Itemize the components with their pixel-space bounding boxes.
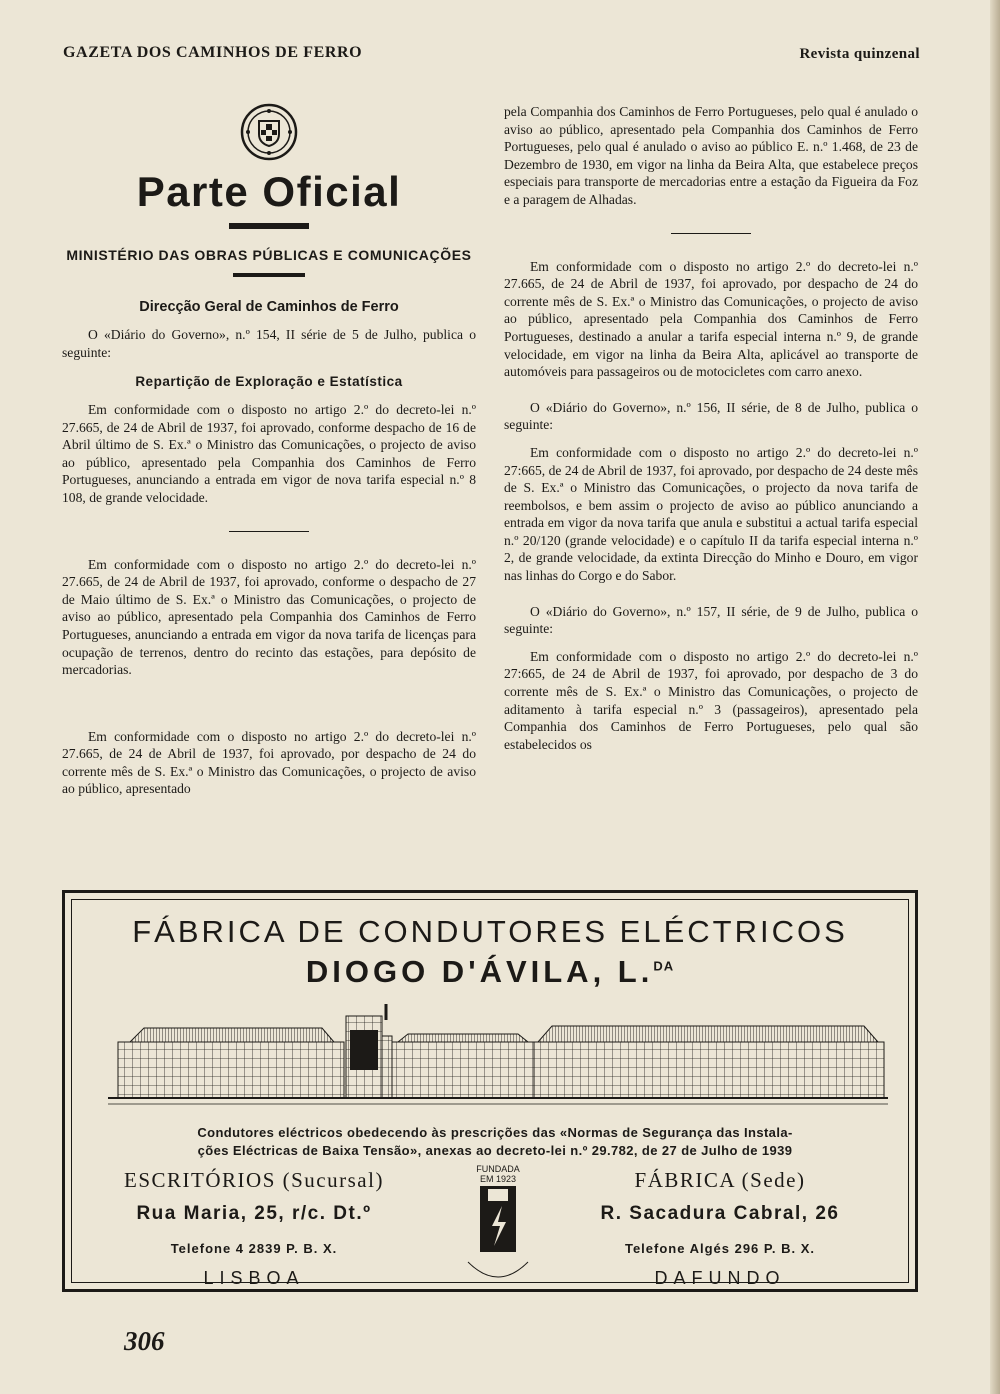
factory-city: DAFUNDO (654, 1268, 786, 1288)
coat-of-arms-icon (240, 103, 298, 161)
factory-label: FÁBRICA (Sede) (634, 1168, 806, 1192)
page-spine-shadow (990, 0, 1000, 1394)
advert-company-name (72, 954, 908, 990)
paragraph-4: Em conformidade com o disposto no artigo 2.º do decreto-lei n.º 27.665, de 24 de Abril de 1937, foi aprovado, por despacho de 24 do corrente mês de S. Ex.ª o Ministro das Comunicações, o projecto de aviso ao público, apresentado pela Companhia dos Caminhos de Ferro Portugueses, destinado a anular a tarifa especial interna n.º 9, de grande velocidade, em vigor na linha da Beira Alta, aplicável ao transporte de automóveis para passageiros ou de motocicletes com carro anexo. (504, 258, 918, 380)
advertisement (62, 890, 918, 1292)
factory-building-illustration (108, 1004, 888, 1112)
publication-frequency: Revista quinzenal (799, 46, 920, 62)
paragraph-5: Em conformidade com o disposto no artigo 2.º do decreto-lei n.º 27:665, de 24 de Abril de 1937, foi aprovado, por despacho de 24 deste mês de S. Ex.ª o Ministro das Comunicações, o projecto da nova tarifa de reembolsos, e bem assim o projecto de aviso ao público anunciando a entrada em vigor da nova tarifa que anula e substitui a actual tarifa especial n.º 20/120 (grande velocidade) e o capítulo II da tarifa especial interna n.º 2, de grande velocidade, da extinta Direcção do Minho e Douro, em vigor nas linhas do Corgo e do Sabor. (504, 444, 918, 584)
factory-street: R. Sacadura Cabral, 26 (600, 1203, 840, 1224)
right-column (504, 103, 918, 753)
ministry-heading: MINISTÉRIO DAS OBRAS PÚBLICAS E COMUNICAÇÕES (66, 247, 472, 263)
office-street: Rua Maria, 25, r/c. Dt.º (136, 1203, 372, 1224)
advert-factory-name: FÁBRICA DE CONDUTORES ELÉCTRICOS (132, 914, 848, 949)
section-title: Parte Oficial (136, 168, 402, 215)
office-phone: Telefone 4 2839 P. B. X. (170, 1241, 338, 1256)
intro-paragraph-2: O «Diário do Governo», n.º 156, II série, de 8 de Julho, publica o seguinte: (504, 399, 918, 433)
page-number: 306 (124, 1326, 165, 1356)
paragraph-6: Em conformidade com o disposto no artigo 2.º do decreto-lei n.º 27:665, de 24 de Abril de 1937, foi aprovado, por despacho de 3 do corrente mês de S. Ex.ª o Ministro das Comunicações, o projecto de aditamento à tarifa especial n.º 3 (passageiros), apresentado pela Companhia dos Caminhos de Ferro Portugueses, pelo qual são estabelecidos os (504, 648, 918, 752)
title-rule (229, 223, 309, 229)
registered-mark-seal-icon (460, 1258, 536, 1288)
logo-founded-line-2: EM 1923 (479, 1174, 517, 1184)
advert-norms-text (92, 1124, 898, 1160)
separator (671, 233, 751, 234)
office-city: LISBOA (203, 1268, 305, 1288)
department-heading: Repartição de Exploração e Estatística (135, 374, 403, 390)
logo-founded-line-1: FUNDADA (476, 1164, 520, 1174)
intro-paragraph-1: O «Diário do Governo», n.º 154, II série de 5 de Julho, publica o seguinte: (62, 327, 476, 360)
paragraph-3-start: Em conformidade com o disposto no artigo 2.º do decreto-lei n.º 27.665, de 24 de Abril de 1937, foi aprovado, por despacho de 24 do corrente mês de S. Ex.ª o Ministro das Comunicações, o projecto de aviso ao público, apresentado (62, 728, 476, 797)
norms-line-2: ções Eléctricas de Baixa Tensão», anexas ao decreto-lei n.º 29.782, de 27 de Julho de 1939 (197, 1143, 793, 1158)
advertisement-inner-frame (71, 899, 909, 1288)
spacer (504, 585, 918, 603)
spacer (504, 638, 918, 648)
left-column (62, 103, 476, 798)
spacer (504, 381, 918, 399)
separator (229, 531, 309, 532)
factory-phone: Telefone Algés 296 P. B. X. (624, 1241, 816, 1256)
lightning-bolt-logo-icon (478, 1186, 518, 1256)
norms-line-1: Condutores eléctricos obedecendo às prescrições das «Normas de Segurança das Instala- (197, 1125, 793, 1140)
spacer (504, 434, 918, 444)
office-address-block (94, 1168, 414, 1289)
paragraph-1: Em conformidade com o disposto no artigo 2.º do decreto-lei n.º 27.665, de 24 de Abril de 1937, foi aprovado, conforme despacho de 16 de Abril último de S. Ex.ª o Ministro das Comunicações, o projecto de aviso ao público, apresentado pela Companhia dos Caminhos de Ferro Portugueses, anunciando a entrada em vigor de nova tarifa especial n.º 8 108, de grande velocidade. (62, 401, 476, 505)
factory-address-block (560, 1168, 880, 1289)
ministry-rule (233, 273, 305, 277)
direction-heading: Direcção Geral de Caminhos de Ferro (139, 298, 399, 315)
company-name-text: DIOGO D'ÁVILA, L. (305, 954, 654, 989)
company-logo (460, 1164, 536, 1280)
paragraph-3-continued: pela Companhia dos Caminhos de Ferro Portugueses, pelo qual é anulado o aviso ao público, apresentado pela Companhia dos Caminhos de Ferro Portugueses, pelo qual é anulado o aviso ao público E. n.º 1.468, de 23 de Dezembro de 1930, em vigor na linha da Beira Alta, que estabelece preços especiais para transporte de mercadorias entre a estação da Figueira da Foz e a paragem de Alhadas. (504, 104, 918, 207)
paragraph-2: Em conformidade com o disposto no artigo 2.º do decreto-lei n.º 27.665, de 24 de Abril de 1937, foi aprovado, conforme o despacho de 27 de Maio último de S. Ex.ª o Ministro das Comunicações, o projecto de aviso ao público, apresentado pela Companhia dos Caminhos de Ferro Portugueses, anunciando a entrada em vigor da nova tarifa de licenças para ocupação de terrenos, dentro do recinto das estações, para depósito de mercadorias. (62, 556, 476, 678)
intro-paragraph-3: O «Diário do Governo», n.º 157, II série, de 9 de Julho, publica o seguinte: (504, 603, 918, 637)
blank-separator (229, 703, 309, 704)
publication-title: GAZETA DOS CAMINHOS DE FERRO (63, 44, 363, 61)
office-label: ESCRITÓRIOS (Sucursal) (124, 1168, 384, 1192)
company-suffix: DA (653, 958, 675, 974)
